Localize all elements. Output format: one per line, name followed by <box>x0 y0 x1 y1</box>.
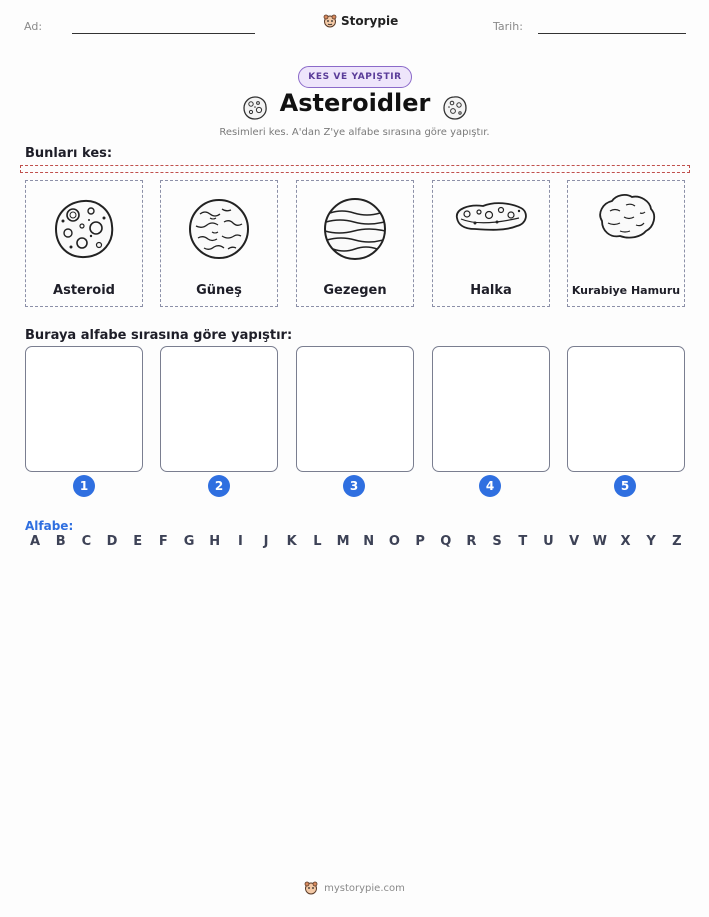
alphabet-letter: I <box>237 534 243 549</box>
alphabet-letter: B <box>55 534 66 549</box>
cut-section-heading: Bunları kes: <box>25 146 113 161</box>
footer-site: mystorypie.com <box>324 882 405 894</box>
cut-card-planet[interactable] <box>296 180 414 307</box>
alphabet-row <box>26 534 686 549</box>
sun-icon <box>186 196 252 262</box>
storypie-mascot-icon <box>323 14 337 28</box>
paste-box-1[interactable] <box>25 346 143 472</box>
page-title: Asteroidler <box>279 89 431 117</box>
alphabet-letter: R <box>466 534 477 549</box>
alphabet-letter: L <box>313 534 322 549</box>
brand-logo <box>323 14 398 28</box>
cut-card-ring[interactable] <box>432 180 550 307</box>
card-label: Halka <box>470 283 512 298</box>
alphabet-label: Alfabe: <box>25 519 74 533</box>
date-label: Tarih: <box>493 20 523 33</box>
cut-card-sun[interactable] <box>160 180 278 307</box>
alphabet-letter: Z <box>672 534 682 549</box>
alphabet-letter: N <box>363 534 375 549</box>
number-badge-1: 1 <box>73 475 95 497</box>
footer <box>0 881 709 895</box>
alphabet-letter: M <box>336 534 350 549</box>
alphabet-letter: K <box>286 534 297 549</box>
alphabet-letter: S <box>492 534 502 549</box>
number-badge-4: 4 <box>479 475 501 497</box>
alphabet-letter: H <box>209 534 221 549</box>
cut-line <box>20 165 690 173</box>
alphabet-letter: W <box>592 534 607 549</box>
alphabet-letter: T <box>518 534 528 549</box>
asteroid-icon <box>442 95 468 121</box>
instructions: Resimleri kes. A'dan Z'ye alfabe sırasına göre yapıştır. <box>219 127 490 138</box>
asteroid-icon <box>242 95 268 121</box>
alphabet-letter: J <box>263 534 269 549</box>
alphabet-letter: V <box>569 534 580 549</box>
asteroid-icon <box>51 196 117 262</box>
card-label: Güneş <box>196 283 242 298</box>
activity-badge: KES VE YAPIŞTIR <box>298 66 412 88</box>
alphabet-letter: Q <box>440 534 452 549</box>
number-badge-2: 2 <box>208 475 230 497</box>
paste-section-heading: Buraya alfabe sırasına göre yapıştır: <box>25 328 293 343</box>
name-field[interactable] <box>72 33 255 34</box>
alphabet-letter: E <box>133 534 143 549</box>
number-badge-3: 3 <box>343 475 365 497</box>
alphabet-letter: U <box>543 534 554 549</box>
paste-box-2[interactable] <box>160 346 278 472</box>
storypie-mascot-icon <box>304 881 318 895</box>
cut-card-asteroid[interactable] <box>25 180 143 307</box>
card-label: Gezegen <box>323 283 387 298</box>
card-label: Asteroid <box>53 283 115 298</box>
number-badge-5: 5 <box>614 475 636 497</box>
alphabet-letter: A <box>29 534 41 549</box>
card-label: Kurabiye Hamuru <box>571 284 681 297</box>
alphabet-letter: Y <box>646 534 656 549</box>
alphabet-letter: D <box>106 534 118 549</box>
alphabet-letter: F <box>158 534 168 549</box>
name-label: Ad: <box>24 20 43 33</box>
planet-icon <box>322 196 388 262</box>
brand-name: Storypie <box>341 14 399 28</box>
cookie-dough-icon <box>594 191 658 243</box>
ring-icon <box>453 197 529 237</box>
alphabet-letter: P <box>415 534 425 549</box>
alphabet-letter: G <box>183 534 195 549</box>
alphabet-letter: O <box>388 534 400 549</box>
cut-card-cookie-dough[interactable] <box>567 180 685 307</box>
alphabet-letter: X <box>620 534 631 549</box>
alphabet-letter: C <box>81 534 92 549</box>
paste-box-4[interactable] <box>432 346 550 472</box>
paste-box-5[interactable] <box>567 346 685 472</box>
date-field[interactable] <box>538 33 686 34</box>
paste-box-3[interactable] <box>296 346 414 472</box>
